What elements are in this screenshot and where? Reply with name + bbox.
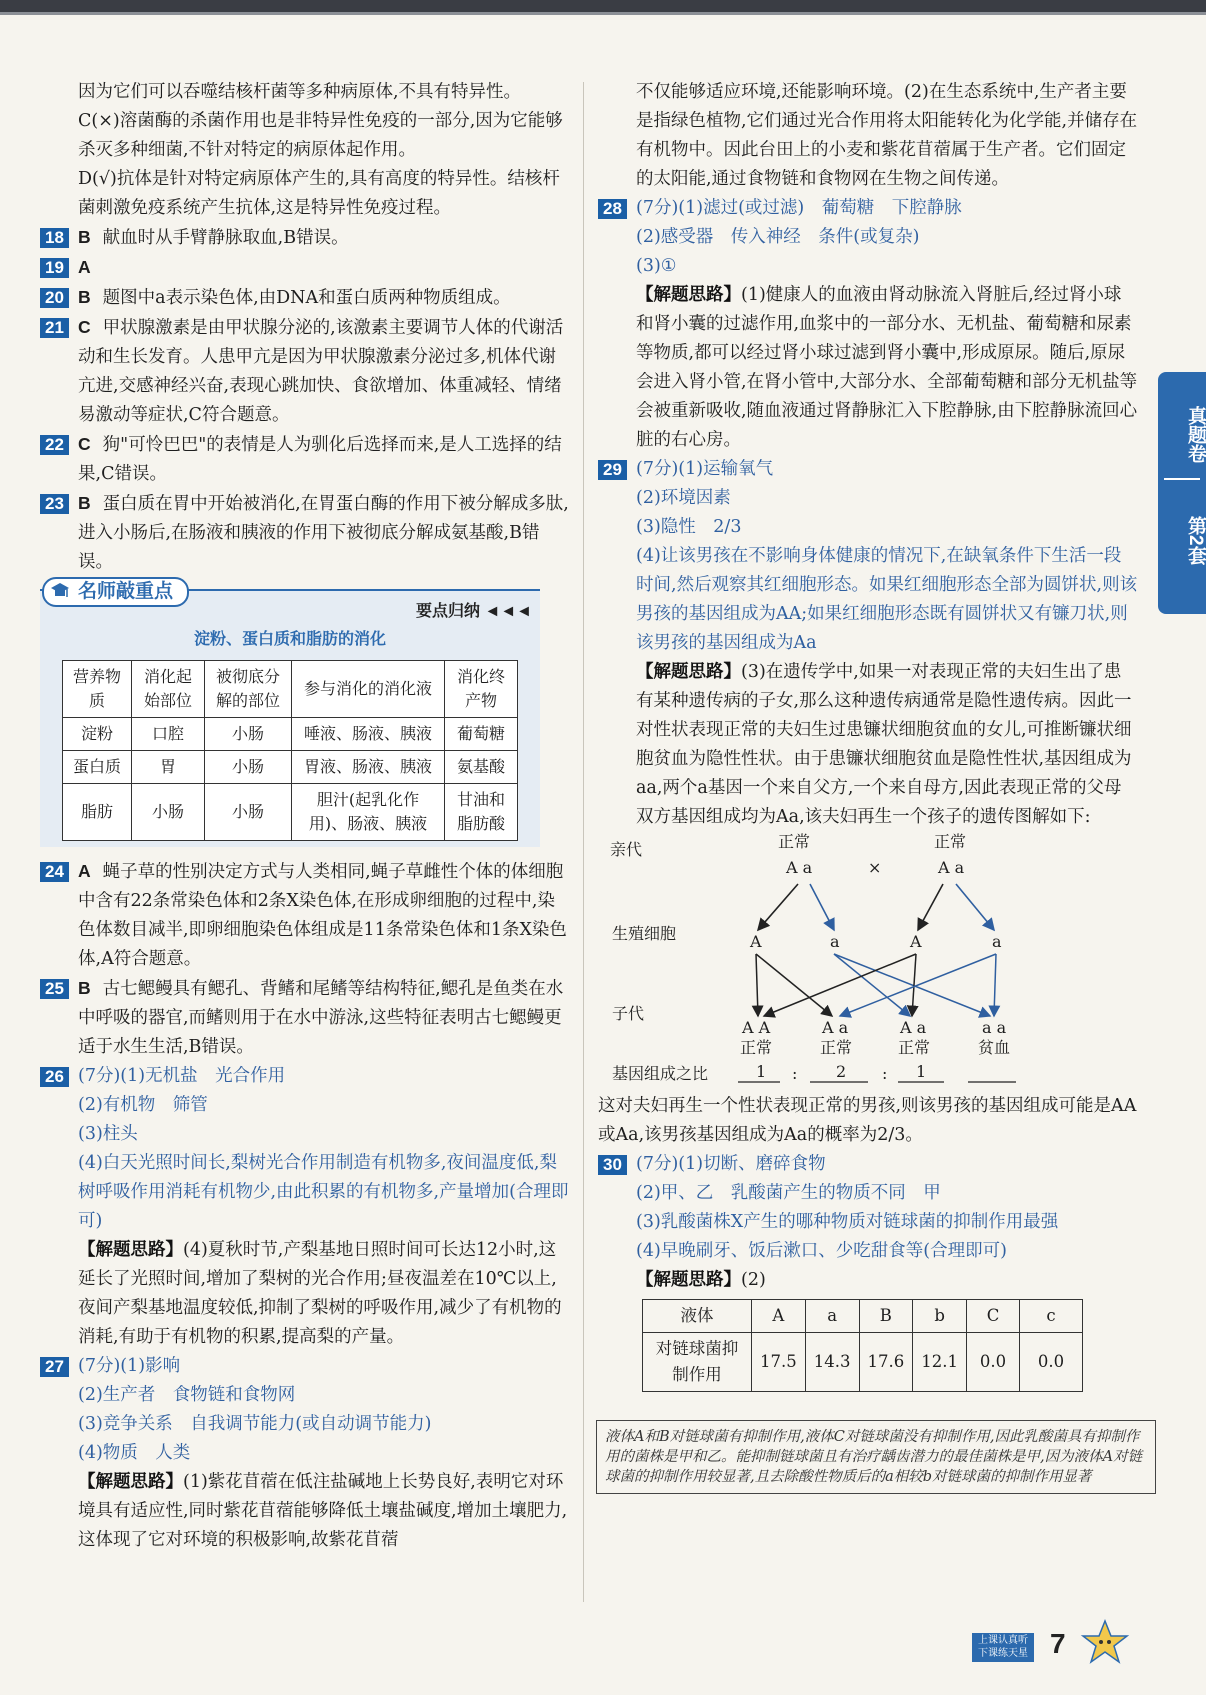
gamete: A: [750, 932, 762, 951]
explanation: 献血时从手臂静脉取血,B错误。: [102, 228, 349, 248]
table-row: 对链球菌抑制作用 17.5 14.3 17.6 12.1 0.0 0.0: [643, 1333, 1083, 1392]
question-number: 21: [40, 318, 69, 338]
parent-genotype: A a: [786, 858, 813, 877]
explanation: 狗"可怜巴巴"的表情是人为驯化后选择而来,是人工选择的结果,C错误。: [78, 435, 562, 484]
answer-letter: A: [78, 257, 91, 277]
answer-line: (4)白天光照时间长,梨树光合作用制造有机物多,夜间温度低,梨树呼吸作用消耗有机物少,由此积累的有机物多,产量增加(合理即可): [78, 1153, 569, 1231]
solution-thinking: 【解题思路】(3)在遗传学中,如果一对表现正常的夫妇生出了患有某种遗传病的子女,那么这种遗传病通常是隐性遗传病。因此一对性状表现正常的夫妇生过患镰状细胞贫血的女儿,可推断镰状细胞贫血为隐性性状。由于患镰状细胞贫血是隐性性状,基因组成为aa,两个a基因一个来自父方,一个来自母方,因此表现正常的父母双方基因组成均为Aa,该夫妇再生一个孩子的遗传图解如下:: [636, 662, 1132, 827]
key-points-title: 名师敲重点: [42, 577, 189, 607]
star-mascot-icon: [1080, 1618, 1130, 1668]
column-divider: [583, 82, 584, 1602]
answer-line: (3)①: [636, 256, 677, 276]
answer-line: (7分)(1)无机盐 光合作用: [78, 1066, 286, 1086]
left-column: [40, 78, 570, 1555]
answer-line: (2)有机物 筛管: [78, 1095, 208, 1115]
side-tab-volume: 真题卷: [1185, 405, 1206, 463]
offspring-genotype: A a: [822, 1018, 849, 1037]
solution-thinking: 【解题思路】(1)紫花苜蓿在低注盐碱地上长势良好,表明它对环境具有适应性,同时紫花苜蓿能够降低土壤盐碱度,增加土壤肥力,这体现了它对环境的积极影响,故紫花苜蓿: [78, 1472, 568, 1550]
table-row: 蛋白质 胃 小肠 胃液、肠液、胰液 氨基酸: [63, 751, 518, 784]
parent-generation-label: 亲代: [610, 840, 643, 859]
answer-line: (7分)(1)滤过(或过滤) 葡萄糖 下腔静脉: [636, 198, 962, 218]
answer-line: (3)柱头: [78, 1124, 138, 1144]
right-column: [598, 78, 1143, 1494]
parent-genotype: A a: [938, 858, 965, 877]
question-27: [40, 1352, 570, 1555]
answer-line: (2)环境因素: [636, 488, 731, 508]
question-23: [40, 489, 570, 577]
question-24: [40, 857, 570, 974]
table-header-row: 营养物质 消化起始部位 被彻底分解的部位 参与消化的消化液 消化终产物: [63, 661, 518, 718]
table-row: 淀粉 口腔 小肠 唾液、肠液、胰液 葡萄糖: [63, 718, 518, 751]
answer-line: (7分)(1)影响: [78, 1356, 181, 1376]
question-number: 28: [598, 199, 627, 219]
question-number: 18: [40, 228, 69, 248]
gamete: a: [830, 932, 840, 951]
intro-line: D(√)抗体是针对特定病原体产生的,具有高度的特异性。结核杆菌刺激免疫系统产生抗体,这是特异性免疫过程。: [78, 169, 560, 218]
table-subtitle: 淀粉、蛋白质和脂肪的消化: [193, 631, 386, 648]
question-number: 26: [40, 1067, 69, 1087]
question-number: 30: [598, 1155, 627, 1175]
solution-thinking: 【解题思路】(4)夏秋时节,产梨基地日照时间可长达12小时,这延长了光照时间,增加了梨树的光合作用;昼夜温差在10℃以上,夜间产梨基地温度较低,抑制了梨树的呼吸作用,减少了有机物的消耗,有助于有机物的积累,提高梨的产量。: [78, 1240, 562, 1347]
question-number: 23: [40, 494, 69, 514]
phenotype-label: 正常: [778, 832, 811, 851]
explanation: 蛋白质在胃中开始被消化,在胃蛋白酶的作用下被分解成多肽,进入小肠后,在肠液和胰液的作用下被彻底分解成氨基酸,B错误。: [78, 494, 569, 572]
table-row: 脂肪 小肠 小肠 胆汁(起乳化作用)、肠液、胰液 甘油和脂肪酸: [63, 784, 518, 841]
table-header-row: 液体 A a B b C c: [643, 1300, 1083, 1333]
answer-letter: B: [78, 493, 91, 513]
side-tab-separator: [1164, 478, 1200, 480]
question-number: 22: [40, 435, 69, 455]
answer-line: (7分)(1)运输氧气: [636, 459, 774, 479]
top-bar: [0, 0, 1206, 12]
offspring-genotype: a a: [982, 1018, 1007, 1037]
question-number: 29: [598, 460, 627, 480]
teacher-hat-icon: [50, 582, 70, 600]
side-tab-set: 第2套: [1185, 515, 1206, 565]
question-30: [598, 1150, 1143, 1494]
answer-line: (3)隐性 2/3: [636, 517, 742, 537]
offspring-phenotype: 贫血: [978, 1038, 1011, 1057]
answer-line: (2)感受器 传入神经 条件(或复杂): [636, 227, 920, 247]
question-29: [598, 455, 1138, 832]
explanation: 蝇子草的性别决定方式与人类相同,蝇子草雌性个体的体细胞中含有22条常染色体和2条X染色体,在形成卵细胞的过程中,染色体数目减半,即卵细胞染色体组成是11条常染色体和1条X染色体,A符合题意。: [78, 862, 567, 969]
offspring-phenotype: 正常: [740, 1038, 773, 1057]
teacher-key-points-box: [40, 581, 540, 847]
q27-continuation: 不仅能够适应环境,还能影响环境。(2)在生态系统中,生产者主要是指绿色植物,它们通过光合作用将太阳能转化为化学能,并储存在有机物中。因此台田上的小麦和紫花苜蓿属于生产者。它们固定的太阳能,通过食物链和食物网在生物之间传递。: [636, 82, 1138, 189]
answer-letter: C: [78, 434, 91, 454]
answer-letter: B: [78, 287, 91, 307]
answer-line: (4)物质 人类: [78, 1443, 191, 1463]
top-bar-shadow: [0, 12, 1206, 15]
answer-letter: C: [78, 317, 91, 337]
ratio-label: 基因组成之比: [612, 1064, 709, 1083]
solution-thinking: 【解题思路】(1)健康人的血液由肾动脉流入肾脏后,经过肾小球和肾小囊的过滤作用,血浆中的一部分水、无机盐、葡萄糖和尿素等物质,都可以经过肾小球过滤到肾小囊中,形成原尿。随后,原尿会进入肾小管,在肾小管中,大部分水、全部葡萄糖和部分无机盐等会被重新吸收,随血液通过肾静脉汇入下腔静脉,由下腔静脉流回心脏的右心房。: [636, 285, 1138, 450]
answer-line: (4)早晚刷牙、饭后漱口、少吃甜食等(合理即可): [636, 1241, 1007, 1261]
ratio-colon: :: [882, 1064, 888, 1083]
solution-thinking: 【解题思路】(2): [636, 1270, 766, 1290]
offspring-phenotype: 正常: [820, 1038, 853, 1057]
explanation: 题图中a表示染色体,由DNA和蛋白质两种物质组成。: [102, 288, 511, 308]
question-number: 25: [40, 979, 69, 999]
answer-letter: B: [78, 227, 91, 247]
question-18: [40, 223, 570, 253]
explanation: 古七鳃鳗具有鳃孔、背鳍和尾鳍等结构特征,鳃孔是鱼类在水中呼吸的器官,而鳍则用于在水中游泳,这些特征表明古七鳃鳗更适于水生生活,B错误。: [78, 979, 564, 1057]
question-26: [40, 1062, 570, 1352]
question-number: 27: [40, 1357, 69, 1377]
answer-line: (2)生产者 食物链和食物网: [78, 1385, 296, 1405]
offspring-genotype: A a: [900, 1018, 927, 1037]
q29-conclusion: 这对夫妇再生一个性状表现正常的男孩,则该男孩的基因组成可能是AA或Aa,该男孩基因组成为Aa的概率为2/3。: [598, 1096, 1137, 1145]
ratio-value: 2: [836, 1062, 847, 1081]
answer-line: (2)甲、乙 乳酸菌产生的物质不同 甲: [636, 1183, 941, 1203]
ratio-colon: :: [792, 1064, 798, 1083]
cross-symbol: ×: [868, 858, 882, 877]
phenotype-label: 正常: [934, 832, 967, 851]
answer-letter: B: [78, 978, 91, 998]
answer-letter: A: [78, 861, 91, 881]
ratio-value: 1: [756, 1062, 767, 1081]
intro-line: C(×)溶菌酶的杀菌作用也是非特异性免疫的一部分,因为它能够杀灭多种细菌,不针对特定的病原体起作用。: [78, 111, 563, 160]
question-21: [40, 313, 570, 430]
question-19: [40, 253, 570, 283]
intro-line: 因为它们可以吞噬结核杆菌等多种病原体,不具有特异性。: [78, 82, 522, 102]
question-22: [40, 430, 570, 489]
inheritance-diagram: [598, 832, 1138, 1092]
handwritten-analysis-box: 液体A和B对链球菌有抑制作用,液体C对链球菌没有抑制作用,因此乳酸菌具有抑制作用的菌株是甲和乙。能抑制链球菌且有治疗龋齿潜力的最佳菌株是甲,因为液体A对链球菌的抑制作用较显著,且去除酸性物质后的a相较b对链球菌的抑制作用显著: [596, 1420, 1156, 1494]
question-25: [40, 974, 570, 1062]
summary-tag: 要点归纳 ◄◄◄: [416, 603, 532, 620]
answer-line: (3)乳酸菌株X产生的哪种物质对链球菌的抑制作用最强: [636, 1212, 1059, 1232]
question-number: 20: [40, 288, 69, 308]
offspring-label: 子代: [612, 1004, 645, 1023]
offspring-genotype: A A: [742, 1018, 771, 1037]
question-20: [40, 283, 570, 313]
page-number: 7: [1050, 1628, 1066, 1659]
footer-slogan: 上课认真听 下课练天星: [972, 1633, 1034, 1662]
volume-side-tab: [1158, 372, 1206, 614]
question-number: 19: [40, 258, 69, 278]
offspring-phenotype: 正常: [898, 1038, 931, 1057]
answer-line: (3)竞争关系 自我调节能力(或自动调节能力): [78, 1414, 432, 1434]
question-28: [598, 194, 1138, 455]
gamete: A: [910, 932, 922, 951]
digestion-table: [62, 660, 518, 841]
answer-line: (7分)(1)切断、磨碎食物: [636, 1154, 826, 1174]
question-number: 24: [40, 862, 69, 882]
gamete-label: 生殖细胞: [612, 924, 677, 943]
ratio-value: 1: [916, 1062, 927, 1081]
answer-line: (4)让该男孩在不影响身体健康的情况下,在缺氧条件下生活一段时间,然后观察其红细胞形态。如果红细胞形态全部为圆饼状,则该男孩的基因组成为AA;如果红细胞形态既有圆饼状又有镰刀状,则该男孩的基因组成为Aa: [636, 546, 1138, 653]
gamete: a: [992, 932, 1002, 951]
inhibition-table: [642, 1299, 1083, 1392]
explanation: 甲状腺激素是由甲状腺分泌的,该激素主要调节人体的代谢活动和生长发育。人患甲亢是因为甲状腺激素分泌过多,机体代谢亢进,交感神经兴奋,表现心跳加快、食欲增加、体重减轻、情绪易激动等症状,C符合题意。: [78, 318, 564, 425]
